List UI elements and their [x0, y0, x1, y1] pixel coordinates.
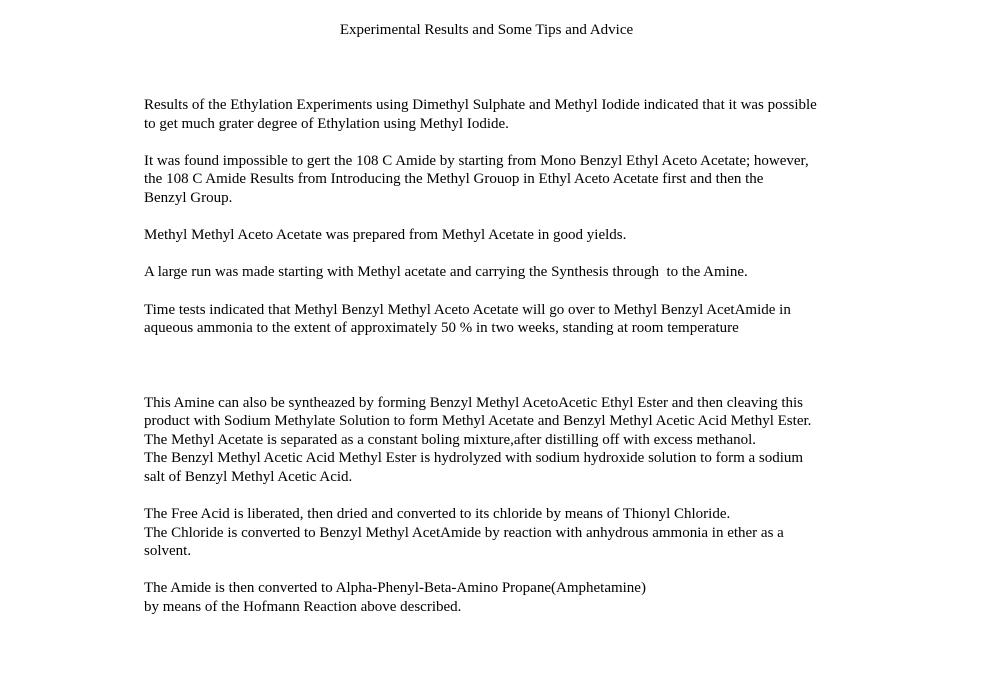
paragraph-line: salt of Benzyl Methyl Acetic Acid. — [144, 468, 353, 485]
paragraph-line: Methyl Methyl Aceto Acetate was prepared from Methyl Acetate in good yields. — [144, 227, 627, 244]
paragraph-line: The Free Acid is liberated, then dried and converted to its chloride by means of Thionyl Chloride. — [144, 506, 731, 523]
paragraph-line: It was found impossible to gert the 108 C Amide by starting from Mono Benzyl Ethyl Aceto Acetate; however, — [144, 152, 809, 169]
paragraph-1 — [144, 96, 884, 133]
document-title: Experimental Results and Some Tips and Advice — [339, 22, 634, 38]
paragraph-line: to get much grater degree of Ethylation using Methyl Iodide. — [144, 115, 509, 132]
paragraph-line: The Methyl Acetate is separated as a constant boling mixture,after distilling off with excess methanol. — [144, 431, 757, 448]
paragraph-line: A large run was made starting with Methyl acetate and carrying the Synthesis through to the Amine. — [144, 264, 748, 281]
paragraph-8 — [144, 579, 884, 616]
paragraph-line: by means of the Hofmann Reaction above described. — [144, 599, 462, 616]
paragraph-5 — [144, 301, 884, 338]
paragraph-line: This Amine can also be syntheazed by forming Benzyl Methyl AcetoAcetic Ethyl Ester and then cleaving this — [144, 394, 803, 411]
paragraph-line: The Chloride is converted to Benzyl Methyl AcetAmide by reaction with anhydrous ammonia in ether as a — [144, 524, 784, 541]
paragraph-line: The Amide is then converted to Alpha-Phenyl-Beta-Amino Propane(Amphetamine) — [144, 580, 646, 597]
paragraph-2 — [144, 152, 884, 208]
paragraph-line: the 108 C Amide Results from Introducing the Methyl Grouop in Ethyl Aceto Acetate first and then the — [144, 171, 764, 188]
paragraph-line: product with Sodium Methylate Solution to form Methyl Acetate and Benzyl Methyl Acetic Acid Methyl Ester. — [144, 413, 812, 430]
paragraph-line: solvent. — [144, 543, 192, 560]
paragraph-line: aqueous ammonia to the extent of approximately 50 % in two weeks, standing at room temperature — [144, 320, 739, 337]
paragraph-7 — [144, 505, 884, 561]
paragraph-line: The Benzyl Methyl Acetic Acid Methyl Ester is hydrolyzed with sodium hydroxide solution to form a sodium — [144, 450, 804, 467]
paragraph-line: Results of the Ethylation Experiments using Dimethyl Sulphate and Methyl Iodide indicated that it was possible — [144, 97, 817, 113]
paragraph-6 — [144, 394, 884, 487]
paragraph-4 — [144, 263, 884, 282]
paragraph-line: Benzyl Group. — [144, 189, 233, 206]
document-body — [144, 96, 884, 617]
paragraph-3 — [144, 226, 884, 245]
paragraph-line: Time tests indicated that Methyl Benzyl Methyl Aceto Acetate will go over to Methyl Benzyl AcetAmide in — [144, 301, 791, 318]
